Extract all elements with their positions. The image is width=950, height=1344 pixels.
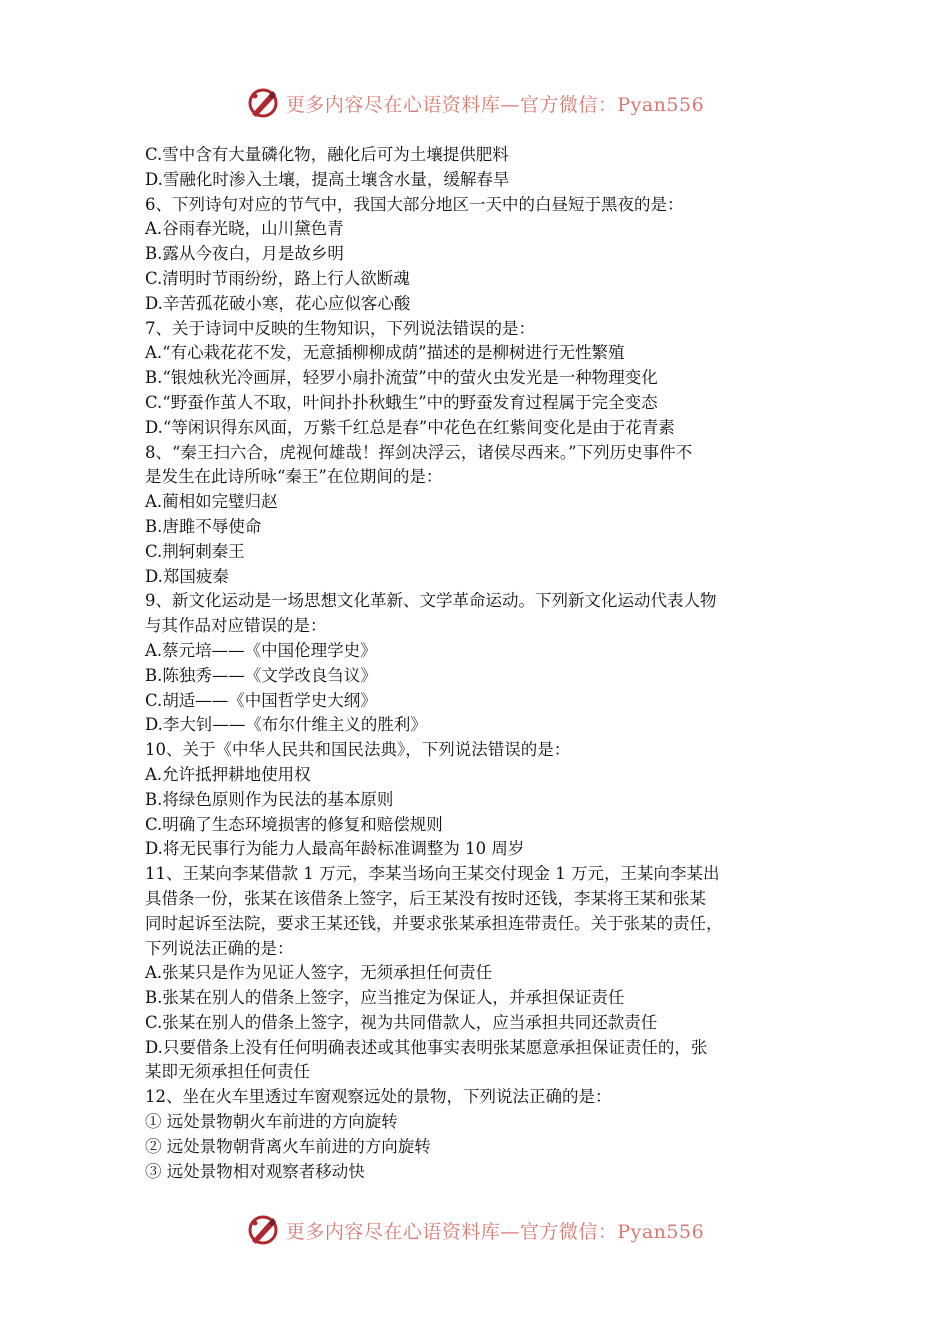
text-line: A.“有心栽花花不发，无意插柳柳成荫”描述的是柳树进行无性繁殖 [145,343,625,363]
text-line: A.张某只是作为见证人签字，无须承担任何责任 [145,963,493,983]
text-line: D.郑国疲秦 [145,566,229,586]
text-line: 下列说法正确的是： [145,938,294,958]
text-line: B.唐雎不辱使命 [145,516,262,536]
text-line: 是发生在此诗所咏“秦王”在位期间的是： [145,467,443,487]
text-line: C.荆轲刺秦王 [145,541,245,561]
pen-logo-icon [246,86,280,120]
text-line: B.露从今夜白，月是故乡明 [145,244,344,264]
text-line: A.蔺相如完璧归赵 [145,492,278,512]
header-watermark-banner [0,83,950,123]
text-line: 某即无须承担任何责任 [145,1062,310,1082]
text-line: 10、关于《中华人民共和国民法典》，下列说法错误的是： [145,740,571,760]
text-line: D.辛苦孤花破小寒，花心应似客心酸 [145,293,411,313]
text-line: 11、王某向李某借款 1 万元，李某当场向王某交付现金 1 万元，王某向李某出 [145,864,720,884]
text-line: 9、新文化运动是一场思想文化革新、文学革命运动。下列新文化运动代表人物 [145,591,717,611]
text-line: ② 远处景物朝背离火车前进的方向旋转 [145,1136,431,1156]
text-line: 同时起诉至法院，要求王某还钱，并要求张某承担连带责任。关于张某的责任， [145,913,723,933]
text-line: 与其作品对应错误的是： [145,616,327,636]
text-line: C.张某在别人的借条上签字，视为共同借款人，应当承担共同还款责任 [145,1012,658,1032]
text-line: 12、坐在火车里透过车窗观察远处的景物，下列说法正确的是： [145,1087,612,1107]
text-line: D.将无民事行为能力人最高年龄标准调整为 10 周岁 [145,839,525,859]
text-line: 7、关于诗词中反映的生物知识，下列说法错误的是： [145,318,535,338]
watermark-text: 更多内容尽在心语资料库—官方微信：Pyan556 [285,1220,705,1243]
text-line: B.张某在别人的借条上签字，应当推定为保证人，并承担保证责任 [145,988,625,1008]
watermark-group [246,86,704,120]
text-line: 具借条一份，张某在该借条上签字，后王某没有按时还钱，李某将王某和张某 [145,888,706,908]
text-line: 8、“秦王扫六合，虎视何雄哉！挥剑决浮云，诸侯尽西来。”下列历史事件不 [145,442,693,462]
text-line: D.只要借条上没有任何明确表述或其他事实表明张某愿意承担保证责任的，张 [145,1037,708,1057]
text-line: A.谷雨春光晓，山川黛色青 [145,219,344,239]
watermark-group [246,1213,704,1247]
text-line: 6、下列诗句对应的节气中，我国大部分地区一天中的白昼短于黑夜的是： [145,194,684,214]
text-line: C.胡适——《中国哲学史大纲》 [145,690,377,710]
text-line: D.“等闲识得东风面，万紫千红总是春”中花色在红紫间变化是由于花青素 [145,417,675,437]
text-line: ③ 远处景物相对观察者移动快 [145,1161,365,1181]
text-line: D.雪融化时渗入土壤，提高土壤含水量，缓解春旱 [145,169,510,189]
pen-logo-icon [246,1213,280,1247]
text-line: B.陈独秀——《文学改良刍议》 [145,665,377,685]
text-line: C.清明时节雨纷纷，路上行人欲断魂 [145,268,410,288]
text-line: A.蔡元培——《中国伦理学史》 [145,640,377,660]
watermark-text: 更多内容尽在心语资料库—官方微信：Pyan556 [285,93,705,116]
text-line: C.雪中含有大量磷化物，融化后可为土壤提供肥料 [145,145,509,164]
text-line: ① 远处景物朝火车前进的方向旋转 [145,1112,398,1132]
text-line: B.“银烛秋光冷画屏，轻罗小扇扑流萤”中的萤火虫发光是一种物理变化 [145,368,658,388]
text-line: C.明确了生态环境损害的修复和赔偿规则 [145,814,443,834]
document-body [145,143,820,1184]
text-line: B.将绿色原则作为民法的基本原则 [145,789,394,809]
text-line: D.李大钊——《布尔什维主义的胜利》 [145,715,427,735]
footer-watermark-banner [0,1210,950,1250]
text-line: A.允许抵押耕地使用权 [145,764,311,784]
text-line: C.“野蚕作茧人不取，叶间扑扑秋蛾生”中的野蚕发育过程属于完全变态 [145,392,658,412]
